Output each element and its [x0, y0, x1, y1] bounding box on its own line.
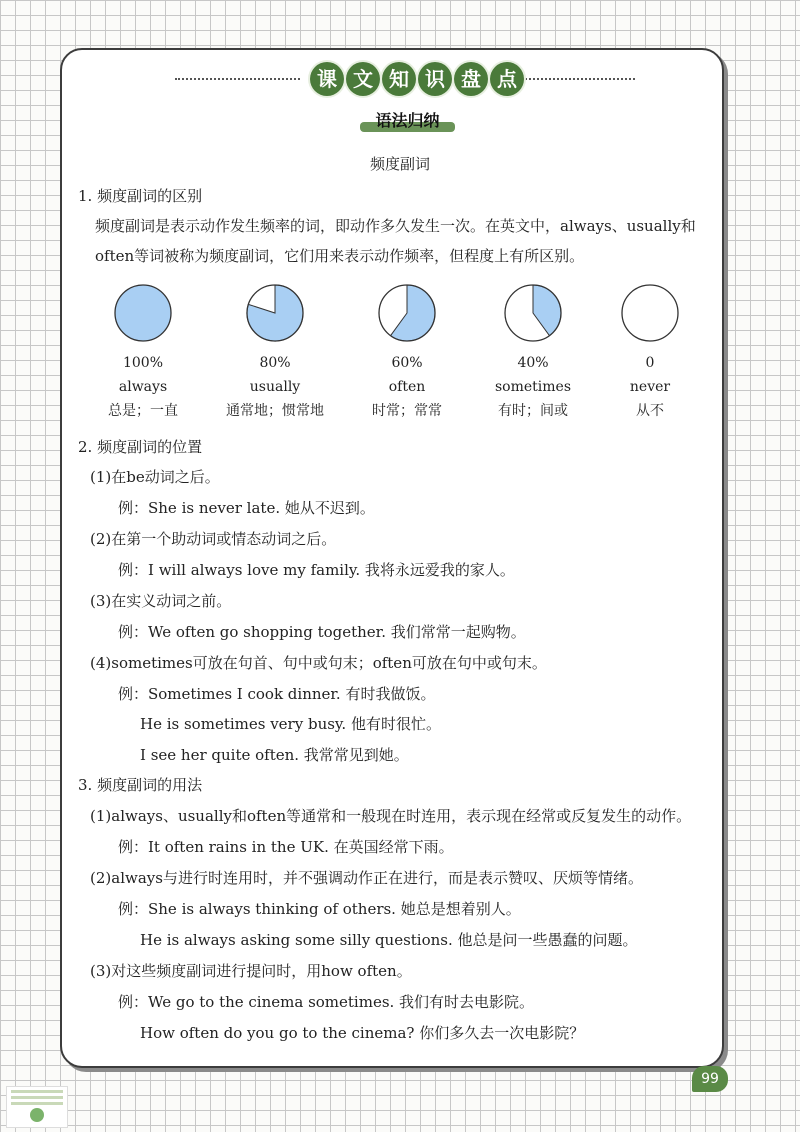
pie-english-label: usually [249, 379, 301, 395]
pie-percent-label: 100% [122, 355, 164, 371]
s2-example-4a: 例：Sometimes I cook dinner. 有时我做饭。 [118, 685, 436, 703]
publisher-stamp-logo [6, 1086, 68, 1128]
pie-english-label: never [629, 379, 671, 395]
pie-usually [215, 283, 335, 423]
pie-graphic [620, 283, 680, 343]
pie-chinese-label: 有时；间或 [498, 403, 568, 419]
pie-chinese-label: 时常；常常 [372, 403, 442, 419]
title-char: 盘 [454, 62, 488, 96]
s2-example-1: 例：She is never late. 她从不迟到。 [118, 499, 375, 517]
pie-english-label: always [118, 379, 168, 395]
pie-chinese-label: 从不 [636, 403, 664, 419]
s3-example-3a: 例：We go to the cinema sometimes. 我们有时去电影院。 [118, 993, 535, 1011]
pie-percent-label: 60% [391, 355, 423, 371]
pie-english-label: sometimes [494, 379, 572, 395]
pie-graphic [113, 283, 173, 343]
pie-sometimes [473, 283, 593, 423]
pie-chinese-label: 通常地；惯常地 [226, 403, 324, 419]
subtitle-text: 语法归纳 [375, 111, 440, 130]
title-char: 文 [346, 62, 380, 96]
pie-graphic [377, 283, 437, 343]
pie-percent-label: 0 [645, 355, 655, 371]
pie-often [347, 283, 467, 423]
page-title [310, 62, 524, 96]
s2-example-4b: He is sometimes very busy. 他有时很忙。 [140, 715, 441, 733]
subtitle-badge [360, 106, 455, 136]
s2-rule-1: (1)在be动词之后。 [90, 468, 220, 486]
s2-example-3: 例：We often go shopping together. 我们常常一起购物。 [118, 623, 526, 641]
page-number-badge: 99 [692, 1066, 728, 1092]
title-char: 点 [490, 62, 524, 96]
s2-rule-4: (4)sometimes可放在句首、句中或句末；often可放在句中或句末。 [90, 654, 547, 672]
s3-example-2a: 例：She is always thinking of others. 她总是想着别人。 [118, 900, 521, 918]
pie-percent-label: 40% [517, 355, 549, 371]
s2-heading: 2. 频度副词的位置 [78, 438, 203, 456]
pie-always [83, 283, 203, 423]
pie-chinese-label: 总是；一直 [108, 403, 178, 419]
title-char: 课 [310, 62, 344, 96]
pie-never [590, 283, 710, 423]
s3-heading: 3. 频度副词的用法 [78, 776, 203, 794]
s2-rule-2: (2)在第一个助动词或情态动词之后。 [90, 530, 337, 548]
s3-example-3b: How often do you go to the cinema? 你们多久去一次电影院？ [140, 1024, 585, 1042]
pie-outline [622, 285, 678, 341]
s2-example-4c: I see her quite often. 我常常见到她。 [140, 746, 409, 764]
s3-example-1: 例：It often rains in the UK. 在英国经常下雨。 [118, 838, 454, 856]
s3-rule-3: (3)对这些频度副词进行提问时，用how often。 [90, 962, 412, 980]
pie-english-label: often [388, 379, 426, 395]
title-char: 知 [382, 62, 416, 96]
s1-paragraph-line1: 频度副词是表示动作发生频率的词，即动作多久发生一次。在英文中，always、usually和 [95, 217, 696, 235]
header-divider-left [175, 78, 300, 80]
pie-slice [391, 285, 435, 341]
s1-paragraph-line2: often等词被称为频度副词，它们用来表示动作频率，但程度上有所区别。 [95, 247, 585, 265]
s3-example-2b: He is always asking some silly questions. 他总是问一些愚蠢的问题。 [140, 931, 638, 949]
s3-rule-1: (1)always、usually和often等通常和一般现在时连用，表示现在经常或反复发生的动作。 [90, 807, 692, 825]
s2-example-2: 例：I will always love my family. 我将永远爱我的家人。 [118, 561, 515, 579]
header-divider-right [510, 78, 635, 80]
pie-graphic [503, 283, 563, 343]
s2-rule-3: (3)在实义动词之前。 [90, 592, 232, 610]
section-title: 频度副词 [369, 155, 430, 173]
s1-heading: 1. 频度副词的区别 [78, 187, 203, 205]
pie-percent-label: 80% [259, 355, 291, 371]
title-char: 识 [418, 62, 452, 96]
s3-rule-2: (2)always与进行时连用时，并不强调动作正在进行，而是表示赞叹、厌烦等情绪。 [90, 869, 643, 887]
pie-graphic [245, 283, 305, 343]
